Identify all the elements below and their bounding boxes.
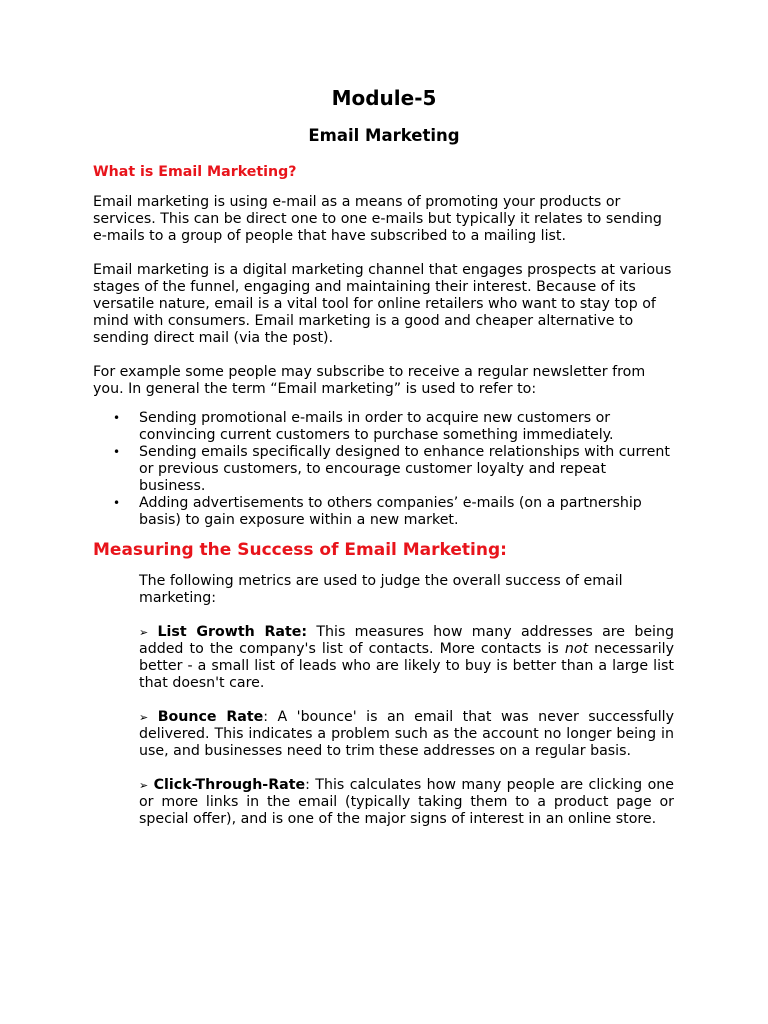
section-heading-what-is: What is Email Marketing?	[93, 164, 297, 180]
bullet-icon: •	[113, 411, 121, 425]
list-item	[93, 410, 675, 444]
metrics-intro: The following metrics are used to judge the overall success of email marketing:	[139, 573, 623, 606]
metric-text: This measures how many addresses are being added to the company's list of contacts. More contacts is	[139, 624, 674, 657]
metric-text: : A 'bounce' is an email that was never successfully delivered. This indicates a problem such as the account no longer being in use, and businesses need to trim these addresses on a regular basis.	[139, 709, 674, 759]
metric-bounce-rate	[139, 709, 674, 760]
arrow-bullet-icon: ➢	[139, 779, 149, 792]
metric-list-growth-rate	[139, 624, 674, 692]
paragraph-definition: Email marketing is using e-mail as a means of promoting your products or services. This can be direct one to one e-mails but typically it relates to sending e-mails to a group of people that have subscribed to a mailing list.	[93, 194, 662, 244]
list-item-text: Sending promotional e-mails in order to acquire new customers or convincing current customers to purchase something immediately.	[139, 410, 614, 443]
metric-term: List Growth Rate:	[157, 624, 308, 640]
metric-term: Bounce Rate	[157, 709, 264, 725]
bullet-icon: •	[113, 496, 121, 510]
metric-emphasis: not	[564, 641, 589, 657]
bullet-list	[93, 410, 675, 529]
list-item-text: Sending emails specifically designed to enhance relationships with current or previous customers, to encourage customer loyalty and repeat business.	[139, 444, 670, 494]
bullet-icon: •	[113, 445, 121, 459]
metrics-block	[139, 573, 674, 828]
list-item	[93, 444, 675, 495]
metric-click-through-rate	[139, 777, 674, 828]
metric-text: : This calculates how many people are clicking one or more links in the email (typically taking them to a product page or special offer), and is one of the major signs of interest in an online store.	[139, 777, 674, 827]
paragraph-channel: Email marketing is a digital marketing channel that engages prospects at various stages of the funnel, engaging and maintaining their interest. Because of its versatile nature, email is a vital tool for online retailers who want to stay top of mind with consumers. Email marketing is a good and cheaper alternative to sending direct mail (via the post).	[93, 262, 672, 346]
list-item-text: Adding advertisements to others companies’ e-mails (on a partnership basis) to gain exposure within a new market.	[139, 495, 642, 528]
section-heading-measuring: Measuring the Success of Email Marketing:	[93, 540, 507, 560]
list-item	[93, 495, 675, 529]
document-body	[93, 162, 675, 828]
module-title: Module-5	[331, 86, 437, 110]
arrow-bullet-icon: ➢	[139, 626, 149, 639]
paragraph-example: For example some people may subscribe to receive a regular newsletter from you. In general the term “Email marketing” is used to refer to:	[93, 364, 646, 397]
metric-text-continued: necessarily better - a small list of leads who are likely to buy is better than a large list that doesn't care.	[139, 641, 674, 691]
metric-term: Click-Through-Rate	[153, 777, 306, 793]
arrow-bullet-icon: ➢	[139, 711, 149, 724]
document-subtitle: Email Marketing	[308, 126, 460, 145]
